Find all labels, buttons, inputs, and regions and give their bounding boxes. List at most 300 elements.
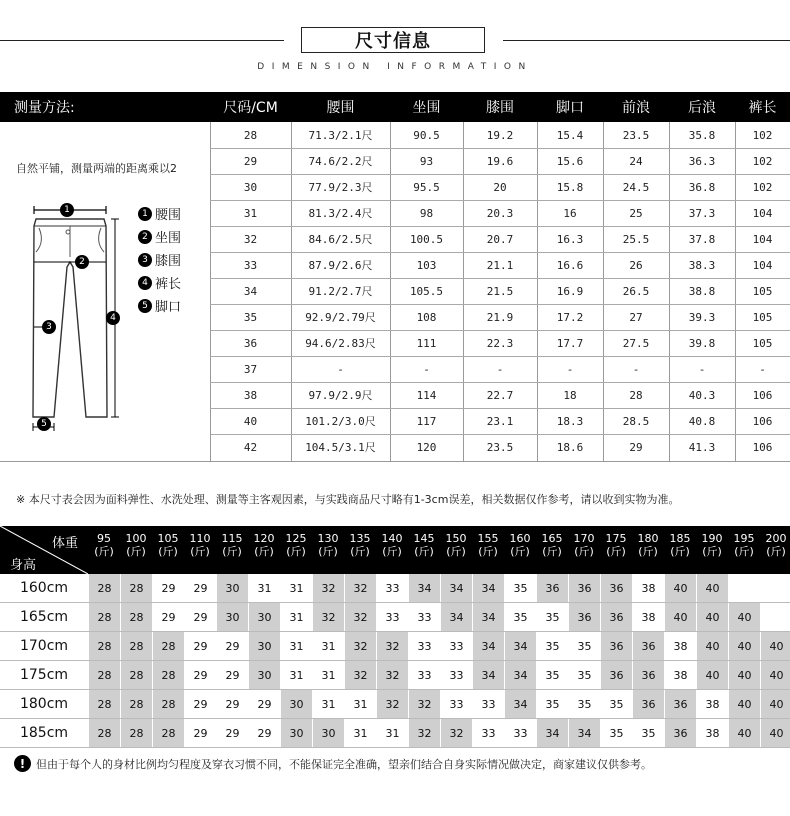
size-cell: 34 (440, 603, 472, 631)
size-cell: 32 (344, 574, 376, 602)
size-cell: 34 (472, 574, 504, 602)
weight-column-header (504, 532, 536, 558)
weight-column-header (664, 532, 696, 558)
cell-back-rise: 39.3 (688, 310, 716, 324)
size-cell: 38 (632, 603, 664, 631)
cell-hem: 16.9 (556, 284, 584, 298)
size-cell: 31 (344, 690, 376, 718)
size-cell: 35 (504, 574, 536, 602)
cell-length: 106 (752, 414, 773, 428)
size-cell: 40 (696, 661, 728, 689)
cell-length: - (759, 362, 766, 376)
size-cell: 29 (152, 574, 184, 602)
size-cell: 35 (568, 661, 600, 689)
size-cell: 35 (536, 632, 568, 660)
weight-value: 195 (733, 532, 755, 545)
size-cell: 34 (536, 719, 568, 747)
cell-hem: 16 (563, 206, 577, 220)
column-header-hip: 坐围 (412, 100, 441, 116)
cell-back-rise: 40.8 (688, 414, 716, 428)
size-cell: 40 (728, 690, 760, 718)
cell-hip: 108 (416, 310, 437, 324)
cell-knee: 20.7 (486, 232, 514, 246)
cell-waist: 71.3/2.1尺 (308, 129, 373, 142)
cell-front-rise: 24.5 (622, 180, 650, 194)
weight-column-header (632, 532, 664, 558)
page-title: 尺寸信息 (301, 27, 485, 53)
weight-unit: (斤) (94, 545, 114, 558)
size-cell: 34 (472, 661, 504, 689)
size-cell: 33 (408, 661, 440, 689)
height-label: 185cm (19, 725, 69, 741)
cell-back-rise: 35.8 (688, 128, 716, 142)
measure-method-label: 测量方法: (14, 100, 75, 116)
cell-hem: 15.4 (556, 128, 584, 142)
cell-length: 106 (752, 388, 773, 402)
weight-value: 185 (669, 532, 691, 545)
size-cell: 28 (120, 719, 152, 747)
size-cell: 33 (408, 603, 440, 631)
weight-value: 170 (573, 532, 595, 545)
size-cell: 33 (440, 661, 472, 689)
size-cell: 28 (88, 661, 120, 689)
size-cell: 30 (280, 690, 312, 718)
height-label: 160cm (19, 580, 69, 596)
size-cell: 34 (440, 574, 472, 602)
diagram-marker: 5 (37, 417, 51, 431)
size-cell: 29 (216, 632, 248, 660)
size-cell: 34 (504, 661, 536, 689)
size-cell: 31 (280, 603, 312, 631)
cell-size: 34 (243, 284, 258, 298)
size-cell: 30 (216, 603, 248, 631)
weight-column-header (152, 532, 184, 558)
cell-size: 38 (243, 388, 258, 402)
table-row (0, 574, 790, 603)
legend-item (138, 227, 181, 246)
cell-waist: 77.9/2.3尺 (308, 181, 373, 194)
cell-front-rise: 27.5 (622, 336, 650, 350)
cell-hem: 15.6 (556, 154, 584, 168)
weight-column-header (312, 532, 344, 558)
size-cell: 32 (376, 661, 408, 689)
cell-back-rise: 38.3 (688, 258, 716, 272)
cell-length: 106 (752, 440, 773, 454)
column-header-knee: 膝围 (486, 100, 514, 116)
cell-hem: 18.3 (556, 414, 584, 428)
size-cell: 32 (312, 603, 344, 631)
size-cell: 34 (472, 603, 504, 631)
cell-knee: 22.7 (486, 388, 514, 402)
size-cell: 32 (312, 574, 344, 602)
cell-hip: 90.5 (413, 128, 440, 142)
grid-line (0, 461, 790, 462)
weight-value: 140 (381, 532, 403, 545)
weight-value: 200 (765, 532, 787, 545)
warning-icon: ! (14, 755, 31, 772)
cell-size: 40 (243, 414, 258, 428)
diagram-marker: 1 (60, 203, 74, 217)
size-cell: 38 (696, 719, 728, 747)
weight-unit: (斤) (606, 545, 626, 558)
size-cell: 33 (472, 690, 504, 718)
cell-waist: - (337, 362, 344, 376)
weight-column-header (280, 532, 312, 558)
legend-number: 5 (138, 299, 152, 313)
weight-axis-label: 体重 (52, 536, 79, 551)
cell-length: 104 (752, 258, 773, 272)
size-cell: 35 (568, 690, 600, 718)
column-header-hem: 脚口 (556, 100, 584, 116)
table-row (0, 603, 790, 632)
cell-hem: 17.2 (556, 310, 584, 324)
cell-length: 104 (752, 232, 773, 246)
cell-front-rise: 25.5 (622, 232, 650, 246)
cell-length: 102 (752, 128, 773, 142)
size-cell: 32 (376, 632, 408, 660)
table-row (0, 661, 790, 690)
size-cell: 35 (504, 603, 536, 631)
legend-number: 2 (138, 230, 152, 244)
cell-knee: 22.3 (486, 336, 514, 350)
size-cell: 35 (632, 719, 664, 747)
size-cell: 29 (184, 719, 216, 747)
cell-hem: - (566, 362, 574, 376)
weight-unit: (斤) (510, 545, 530, 558)
height-axis-label: 身高 (10, 558, 37, 573)
size-cell: 35 (568, 632, 600, 660)
size-cell: 30 (248, 661, 280, 689)
weight-unit: (斤) (574, 545, 594, 558)
weight-unit: (斤) (670, 545, 690, 558)
weight-column-header (728, 532, 760, 558)
legend-number: 1 (138, 207, 152, 221)
size-cell: 38 (664, 661, 696, 689)
weight-unit: (斤) (478, 545, 498, 558)
cell-hip: - (423, 362, 430, 376)
weight-unit: (斤) (126, 545, 146, 558)
size-cell: 28 (152, 632, 184, 660)
weight-column-header (408, 532, 440, 558)
weight-unit: (斤) (254, 545, 274, 558)
size-cell: 29 (184, 690, 216, 718)
size-disclaimer: ※ 本尺寸表会因为面料弹性、水洗处理、测量等主客观因素，与实践商品尺寸略有1-3cm误差，相关数据仅作参考，请以收到实物为准。 (16, 493, 680, 506)
cell-hip: 117 (416, 414, 437, 428)
fit-advice: 但由于每个人的身材比例均匀程度及穿衣习惯不同，不能保证完全准确，望亲们结合自身实际情况做决定，商家建议仅供参考。 (36, 758, 652, 771)
size-cell: 40 (664, 574, 696, 602)
size-cell: 33 (408, 632, 440, 660)
size-cell (760, 603, 790, 631)
weight-unit: (斤) (318, 545, 338, 558)
cell-hip: 95.5 (413, 180, 440, 194)
size-cell: 36 (632, 632, 664, 660)
cell-hip: 111 (416, 336, 437, 350)
cell-back-rise: 41.3 (688, 440, 716, 454)
size-cell: 38 (664, 632, 696, 660)
table-row (0, 330, 790, 356)
column-header-size: 尺码/CM (223, 100, 278, 116)
size-cell: 28 (120, 574, 152, 602)
weight-unit: (斤) (286, 545, 306, 558)
weight-unit: (斤) (446, 545, 466, 558)
size-cell (760, 574, 790, 602)
size-cell: 31 (312, 690, 344, 718)
size-cell: 40 (728, 661, 760, 689)
column-header-waist: 腰围 (326, 100, 355, 116)
size-cell: 40 (760, 661, 790, 689)
size-cell: 40 (696, 603, 728, 631)
diagram-marker: 3 (42, 320, 56, 334)
size-cell: 29 (248, 690, 280, 718)
cell-waist: 101.2/3.0尺 (305, 415, 376, 428)
size-cell: 34 (472, 632, 504, 660)
cell-front-rise: 28 (629, 388, 643, 402)
height-label: 170cm (19, 638, 69, 654)
diagram-marker: 4 (106, 311, 120, 325)
size-cell: 30 (216, 574, 248, 602)
size-cell: 28 (120, 603, 152, 631)
size-cell: 28 (120, 661, 152, 689)
weight-unit: (斤) (638, 545, 658, 558)
weight-unit: (斤) (414, 545, 434, 558)
legend-item (138, 273, 181, 292)
size-cell: 40 (760, 632, 790, 660)
weight-column-header (696, 532, 728, 558)
weight-value: 165 (541, 532, 563, 545)
weight-column-header (120, 532, 152, 558)
cell-knee: - (496, 362, 504, 376)
cell-back-rise: 37.8 (688, 232, 716, 246)
cell-length: 105 (752, 336, 773, 350)
size-table (0, 122, 790, 462)
cell-hem: 18 (563, 388, 577, 402)
size-cell: 28 (152, 690, 184, 718)
size-cell: 31 (376, 719, 408, 747)
cell-hip: 120 (416, 440, 437, 454)
cell-front-rise: 26.5 (622, 284, 650, 298)
weight-value: 155 (477, 532, 499, 545)
size-cell: 40 (728, 632, 760, 660)
cell-hem: 16.6 (556, 258, 584, 272)
size-cell: 31 (312, 661, 344, 689)
legend-number: 3 (138, 253, 152, 267)
column-header-back-rise: 后浪 (688, 100, 716, 116)
size-cell: 36 (600, 574, 632, 602)
size-cell: 29 (248, 719, 280, 747)
size-cell: 28 (88, 690, 120, 718)
weight-column-header (344, 532, 376, 558)
size-cell: 36 (568, 574, 600, 602)
weight-unit: (斤) (766, 545, 786, 558)
size-cell: 40 (696, 574, 728, 602)
table-row (0, 200, 790, 226)
cell-waist: 87.9/2.6尺 (308, 259, 373, 272)
table-row (0, 632, 790, 661)
size-cell: 28 (88, 632, 120, 660)
size-cell: 32 (344, 603, 376, 631)
size-cell: 28 (88, 719, 120, 747)
weight-column-header (248, 532, 280, 558)
weight-value: 190 (701, 532, 723, 545)
weight-column-header (536, 532, 568, 558)
legend-item (138, 250, 181, 269)
size-cell: 36 (664, 690, 696, 718)
size-cell: 28 (120, 690, 152, 718)
cell-knee: 21.1 (486, 258, 514, 272)
size-cell: 32 (344, 632, 376, 660)
cell-waist: 91.2/2.7尺 (308, 285, 373, 298)
diagram-marker: 2 (75, 255, 89, 269)
cell-back-rise: 38.8 (688, 284, 716, 298)
table-row (0, 148, 790, 174)
weight-value: 160 (509, 532, 531, 545)
size-cell: 38 (632, 574, 664, 602)
cell-size: 30 (243, 180, 258, 194)
size-cell: 33 (440, 690, 472, 718)
cell-back-rise: 39.8 (688, 336, 716, 350)
cell-back-rise: 40.3 (688, 388, 716, 402)
table-row (0, 278, 790, 304)
cell-waist: 97.9/2.9尺 (308, 389, 373, 402)
size-cell: 31 (248, 574, 280, 602)
size-cell: 35 (536, 690, 568, 718)
legend-item (138, 296, 181, 315)
size-cell: 34 (504, 690, 536, 718)
size-cell: 28 (88, 574, 120, 602)
column-header-front-rise: 前浪 (622, 100, 650, 116)
size-cell: 30 (280, 719, 312, 747)
table-row (0, 174, 790, 200)
weight-column-header (600, 532, 632, 558)
cell-front-rise: 28.5 (622, 414, 650, 428)
size-cell: 36 (600, 661, 632, 689)
size-cell: 36 (568, 603, 600, 631)
cell-waist: 84.6/2.5尺 (308, 233, 373, 246)
size-cell: 28 (152, 661, 184, 689)
size-cell: 31 (344, 719, 376, 747)
size-cell: 38 (696, 690, 728, 718)
weight-unit: (斤) (158, 545, 178, 558)
size-cell: 36 (632, 661, 664, 689)
size-cell: 31 (280, 661, 312, 689)
size-cell: 40 (728, 719, 760, 747)
cell-front-rise: 25 (629, 206, 643, 220)
size-cell: 33 (472, 719, 504, 747)
cell-length: 104 (752, 206, 773, 220)
weight-unit: (斤) (350, 545, 370, 558)
cell-knee: 19.2 (486, 128, 514, 142)
legend-label: 腰围 (155, 208, 182, 223)
size-cell: 30 (248, 632, 280, 660)
size-cell: 30 (312, 719, 344, 747)
weight-column-header (440, 532, 472, 558)
cell-hip: 105.5 (409, 284, 444, 298)
cell-hip: 93 (419, 154, 434, 168)
cell-length: 102 (752, 180, 773, 194)
weight-column-header (760, 532, 790, 558)
size-cell: 31 (280, 574, 312, 602)
weight-unit: (斤) (542, 545, 562, 558)
cell-size: 32 (243, 232, 258, 246)
cell-hip: 98 (419, 206, 434, 220)
size-cell: 40 (760, 690, 790, 718)
weight-unit: (斤) (734, 545, 754, 558)
table-row (0, 382, 790, 408)
size-cell: 29 (184, 632, 216, 660)
weight-value: 120 (253, 532, 275, 545)
cell-size: 37 (243, 362, 258, 376)
cell-hem: 17.7 (556, 336, 584, 350)
weight-column-header (472, 532, 504, 558)
height-label: 180cm (19, 696, 69, 712)
column-header-length: 裤长 (748, 100, 777, 116)
cell-back-rise: 36.8 (688, 180, 716, 194)
cell-front-rise: 29 (629, 440, 643, 454)
weight-column-header (568, 532, 600, 558)
weight-unit: (斤) (190, 545, 210, 558)
cell-waist: 104.5/3.1尺 (305, 441, 376, 454)
weight-unit: (斤) (382, 545, 402, 558)
weight-column-header (88, 532, 120, 558)
legend-number: 4 (138, 276, 152, 290)
cell-hip: 100.5 (409, 232, 444, 246)
size-cell: 36 (600, 632, 632, 660)
table-row (0, 719, 790, 748)
size-cell: 35 (600, 719, 632, 747)
size-table-header (0, 92, 790, 122)
cell-hip: 103 (416, 258, 437, 272)
size-cell: 36 (664, 719, 696, 747)
size-cell: 40 (696, 632, 728, 660)
weight-value: 125 (285, 532, 307, 545)
cell-knee: 21.5 (486, 284, 514, 298)
size-cell: 28 (120, 632, 152, 660)
weight-column-header (376, 532, 408, 558)
size-cell: 35 (536, 661, 568, 689)
legend-label: 脚口 (155, 300, 182, 315)
cell-hem: 18.6 (556, 440, 584, 454)
size-cell: 29 (184, 603, 216, 631)
cell-back-rise: 37.3 (688, 206, 716, 220)
weight-column-header (216, 532, 248, 558)
table-row (0, 356, 790, 382)
table-row (0, 690, 790, 719)
table-row (0, 122, 790, 148)
size-cell: 40 (728, 603, 760, 631)
size-cell: 32 (376, 690, 408, 718)
size-cell: 29 (216, 719, 248, 747)
size-cell: 29 (216, 690, 248, 718)
cell-waist: 94.6/2.83尺 (305, 337, 376, 350)
cell-back-rise: - (698, 362, 706, 376)
weight-value: 180 (637, 532, 659, 545)
size-cell: 34 (568, 719, 600, 747)
cell-length: 105 (752, 310, 773, 324)
page-subtitle: DIMENSION INFORMATION (257, 62, 533, 72)
size-cell: 30 (248, 603, 280, 631)
header-rule-right (503, 40, 790, 41)
size-cell: 31 (280, 632, 312, 660)
weight-value: 115 (221, 532, 243, 545)
size-cell: 32 (344, 661, 376, 689)
weight-value: 175 (605, 532, 627, 545)
size-cell (728, 574, 760, 602)
cell-waist: 92.9/2.79尺 (305, 311, 376, 324)
cell-back-rise: 36.3 (688, 154, 716, 168)
weight-value: 145 (413, 532, 435, 545)
weight-value: 135 (349, 532, 371, 545)
cell-knee: 23.1 (486, 414, 514, 428)
